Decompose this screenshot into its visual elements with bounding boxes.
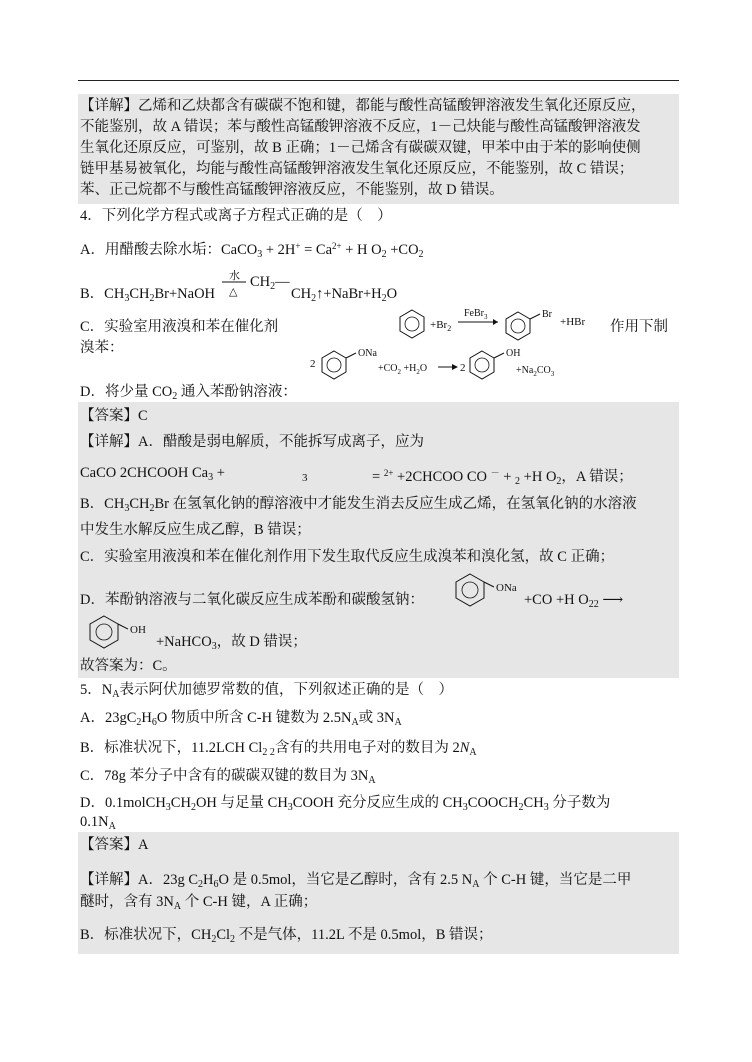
subscript: 2 <box>172 391 178 402</box>
q5-option-b <box>80 738 477 763</box>
subscript: A <box>394 717 402 728</box>
detail-d-reagents <box>524 590 623 615</box>
text: A．23gC <box>80 710 137 726</box>
garbled-equation-2 <box>372 463 633 492</box>
subscript: 2 <box>311 293 317 304</box>
text: + H O <box>341 242 382 258</box>
subscript: 3 <box>124 503 130 514</box>
subscript: A <box>351 717 359 728</box>
text: CH <box>250 274 271 290</box>
text: +NaHCO <box>156 634 212 650</box>
text: + 2H <box>262 242 296 258</box>
detail-d-2 <box>156 632 307 657</box>
text: 分子数为 <box>548 795 611 811</box>
text: COOH 充分反应生成的 CH <box>292 795 463 811</box>
svg-text:2: 2 <box>310 358 316 370</box>
text: B．CH <box>80 496 125 512</box>
text: B．标准状况下，11.2LCH Cl <box>80 740 263 756</box>
detail-b-2: 中发生水解反应生成乙醇，B 错误； <box>80 522 311 538</box>
bromination-equation <box>398 308 604 344</box>
text: CH <box>523 795 544 811</box>
phenol-structure <box>82 612 162 652</box>
svg-text:OH: OH <box>506 348 521 359</box>
text: 不是气体，11.2L 不是 0.5mol，B 错误； <box>235 927 493 943</box>
subscript: 2 <box>149 503 155 514</box>
text: ⟶ <box>602 592 624 608</box>
text: COOCH <box>467 795 519 811</box>
subscript: 3 <box>124 293 130 304</box>
subscript: 2 <box>381 249 387 260</box>
product-ch2 <box>250 272 290 297</box>
svg-text:+CO2 +H2O: $+CO_2 +H_2O$ <box>378 363 428 376</box>
text: Br+NaOH <box>154 286 216 302</box>
subscript: A <box>469 747 477 758</box>
detail-2 <box>80 892 317 917</box>
subscript: 3 <box>543 802 549 813</box>
text-line: 链甲基易被氧化，均能与酸性高锰酸钾溶液发生氧化还原反应，不能鉴别，故 C 错误； <box>80 161 634 177</box>
text: CH <box>129 496 150 512</box>
subscript: 3 <box>462 802 468 813</box>
subscript: A <box>112 689 120 700</box>
subscript: 3 <box>208 472 214 483</box>
q5-option-a <box>80 708 402 733</box>
subscript: 2 <box>190 802 196 813</box>
svg-text:ONa: ONa <box>358 348 377 359</box>
subscript: 2 <box>270 281 276 292</box>
subscript: 2 <box>230 934 236 945</box>
text: 含有的共用电子对的数目为 2 <box>274 740 460 756</box>
text: N <box>459 740 470 756</box>
text: — <box>275 274 290 290</box>
subscript: 2 <box>149 293 155 304</box>
text-line: 生氧化还原反应，可鉴别，故 B 正确；1－己烯含有碳碳双键，甲苯中由于苯的影响使侧 <box>80 140 641 156</box>
subscript: 2 <box>198 879 204 890</box>
benzene-ring-icon <box>470 351 494 379</box>
text: H <box>141 710 152 726</box>
superscript: 2+ <box>332 241 342 251</box>
option-a <box>80 236 424 265</box>
product-rest <box>291 284 397 309</box>
benzene-ring-icon <box>506 312 530 340</box>
option-c-tail: 作用下制 <box>610 319 668 335</box>
text: = Ca <box>300 242 333 258</box>
text: D．将少量 CO <box>80 384 173 400</box>
text: 【详解】A．23g C <box>80 872 199 888</box>
text: +CO <box>386 242 419 258</box>
superscript: + <box>295 241 301 251</box>
detail-a: 【详解】A．醋酸是弱电解质，不能拆写成离子，应为 <box>80 434 424 450</box>
subscript: 2 <box>418 249 424 260</box>
benzene-ring-icon <box>456 574 484 606</box>
benzene-ring-icon <box>90 616 118 648</box>
subscript: 2 <box>211 934 217 945</box>
conclusion: 故答案为：C。 <box>80 658 177 674</box>
svg-text:OH: OH <box>130 624 146 636</box>
text: +2CHCOO CO <box>393 469 487 485</box>
text: 个 C-H 键，当它是二甲 <box>479 872 632 888</box>
text: OH 与足量 CH <box>195 795 288 811</box>
text: Cl <box>216 927 231 943</box>
subscript: 6 <box>213 879 219 890</box>
subscript: 2 <box>136 717 142 728</box>
text-line: 【详解】乙烯和乙炔都含有碳碳不饱和键，都能与酸性高锰酸钾溶液发生氧化还原反应， <box>80 98 646 114</box>
subscript: 2 2 <box>262 747 275 758</box>
benzene-ring-icon <box>322 351 346 379</box>
subscript: 2 <box>518 802 524 813</box>
subscript: A <box>472 879 480 890</box>
text: 个 C-H 键，A 正确； <box>181 894 318 910</box>
text-line: 不能鉴别，故 A 错误；苯与酸性高锰酸钾溶液不反应，1－己炔能与酸性高锰酸钾溶液发 <box>80 119 641 135</box>
detail-3 <box>80 925 493 950</box>
condition-water: 水 <box>229 270 240 282</box>
text: O 物质中所含 C-H 键数为 2.5N <box>156 710 352 726</box>
subscript: A <box>368 775 376 786</box>
subscript: 3 <box>165 802 171 813</box>
subscript: 2 <box>515 476 521 487</box>
text: O <box>386 286 398 302</box>
text: D．0.1molCH <box>80 795 166 811</box>
text: H <box>203 872 214 888</box>
reaction-arrow <box>222 280 248 284</box>
text: ↑+NaBr+H <box>316 286 382 302</box>
sodium-phenoxide-structure <box>448 570 528 606</box>
text: 醚时，含有 3N <box>80 894 174 910</box>
question-4-stem: 4．下列化学方程式或离子方程式正确的是（ ） <box>80 208 392 224</box>
text: CH <box>170 795 191 811</box>
answer-label: 【答案】A <box>80 837 149 853</box>
answer-label: 【答案】C <box>80 408 148 424</box>
text: + <box>213 465 225 481</box>
svg-text:+HBr: +HBr <box>560 316 586 328</box>
svg-text:2: 2 <box>460 362 466 374</box>
svg-text:ONa: ONa <box>496 582 517 594</box>
svg-text:+Br2: $+Br_2$ <box>430 319 452 333</box>
text: ，A 错误； <box>561 469 633 485</box>
subscript: A <box>173 901 182 912</box>
svg-text:Br: Br <box>542 309 552 320</box>
question-5-stem <box>80 680 453 705</box>
text: B．标准状况下，CH <box>80 927 212 943</box>
option-b <box>80 284 215 309</box>
text: B．CH <box>80 286 125 302</box>
subscript: 2 <box>381 293 387 304</box>
svg-text:FeBr3: FeBr$_3$ <box>464 308 488 321</box>
text: Br 在氢氧化钠的醇溶液中才能发生消去反应生成乙烯，在氢氧化钠的水溶液 <box>154 496 637 512</box>
text: CaCO 2CHCOOH Ca <box>80 465 209 481</box>
text: A．用醋酸去除水垢：CaCO <box>80 242 258 258</box>
subscript: 3 <box>211 641 217 652</box>
text: = <box>372 469 381 485</box>
text: +H O <box>523 469 557 485</box>
benzene-ring-icon <box>400 310 424 338</box>
text: CH <box>291 286 312 302</box>
text: +CO +H O <box>524 592 589 608</box>
subscript: 3 <box>287 802 293 813</box>
text: 或 3N <box>358 710 395 726</box>
text: CH <box>129 286 150 302</box>
detail-d-1: D．苯酚钠溶液与二氧化碳反应生成苯酚和碳酸氢钠： <box>80 592 424 608</box>
option-c-line1: C．实验室用液溴和苯在催化剂 <box>80 319 279 335</box>
q5-option-d-1 <box>80 793 610 818</box>
detail-c: C．实验室用液溴和苯在催化剂作用下发生取代反应生成溴苯和溴化氢，故 C 正确； <box>80 549 615 565</box>
option-c-line2: 溴苯： <box>80 340 124 356</box>
detail-b-1 <box>80 494 637 519</box>
subscript: 22 <box>588 599 599 610</box>
subscript: 6 <box>151 717 157 728</box>
header-rule <box>78 80 679 81</box>
text-line: 苯、正己烷都不与酸性高锰酸钾溶液反应，不能鉴别，故 D 错误。 <box>80 182 504 198</box>
svg-text:+Na2CO3: $+Na_2CO_3$ <box>516 365 555 378</box>
text: 表示阿伏加德罗常数的值，下列叙述正确的是（ ） <box>119 682 453 698</box>
q5-option-c <box>80 766 376 791</box>
text: 5．N <box>80 682 113 698</box>
superscript: 2+ <box>383 468 394 478</box>
garbled-equation <box>80 463 225 488</box>
superscript: － <box>490 468 500 478</box>
text: 0.1N <box>80 814 109 830</box>
garbled-sub: 3 <box>302 472 308 484</box>
text: ，故 D 错误； <box>216 634 307 650</box>
subscript: 2 <box>556 476 562 487</box>
text: O 是 0.5mol，当它是乙醇时，含有 2.5 N <box>218 872 473 888</box>
text: C．78g 苯分子中含有的碳碳双键的数目为 3N <box>80 768 369 784</box>
subscript: 3 <box>257 249 263 260</box>
subscript: A <box>108 821 116 832</box>
text: 通入苯酚钠溶液： <box>177 384 297 400</box>
text: + <box>499 469 516 485</box>
condition-heat: △ <box>229 286 238 298</box>
phenoxide-equation <box>310 345 600 385</box>
